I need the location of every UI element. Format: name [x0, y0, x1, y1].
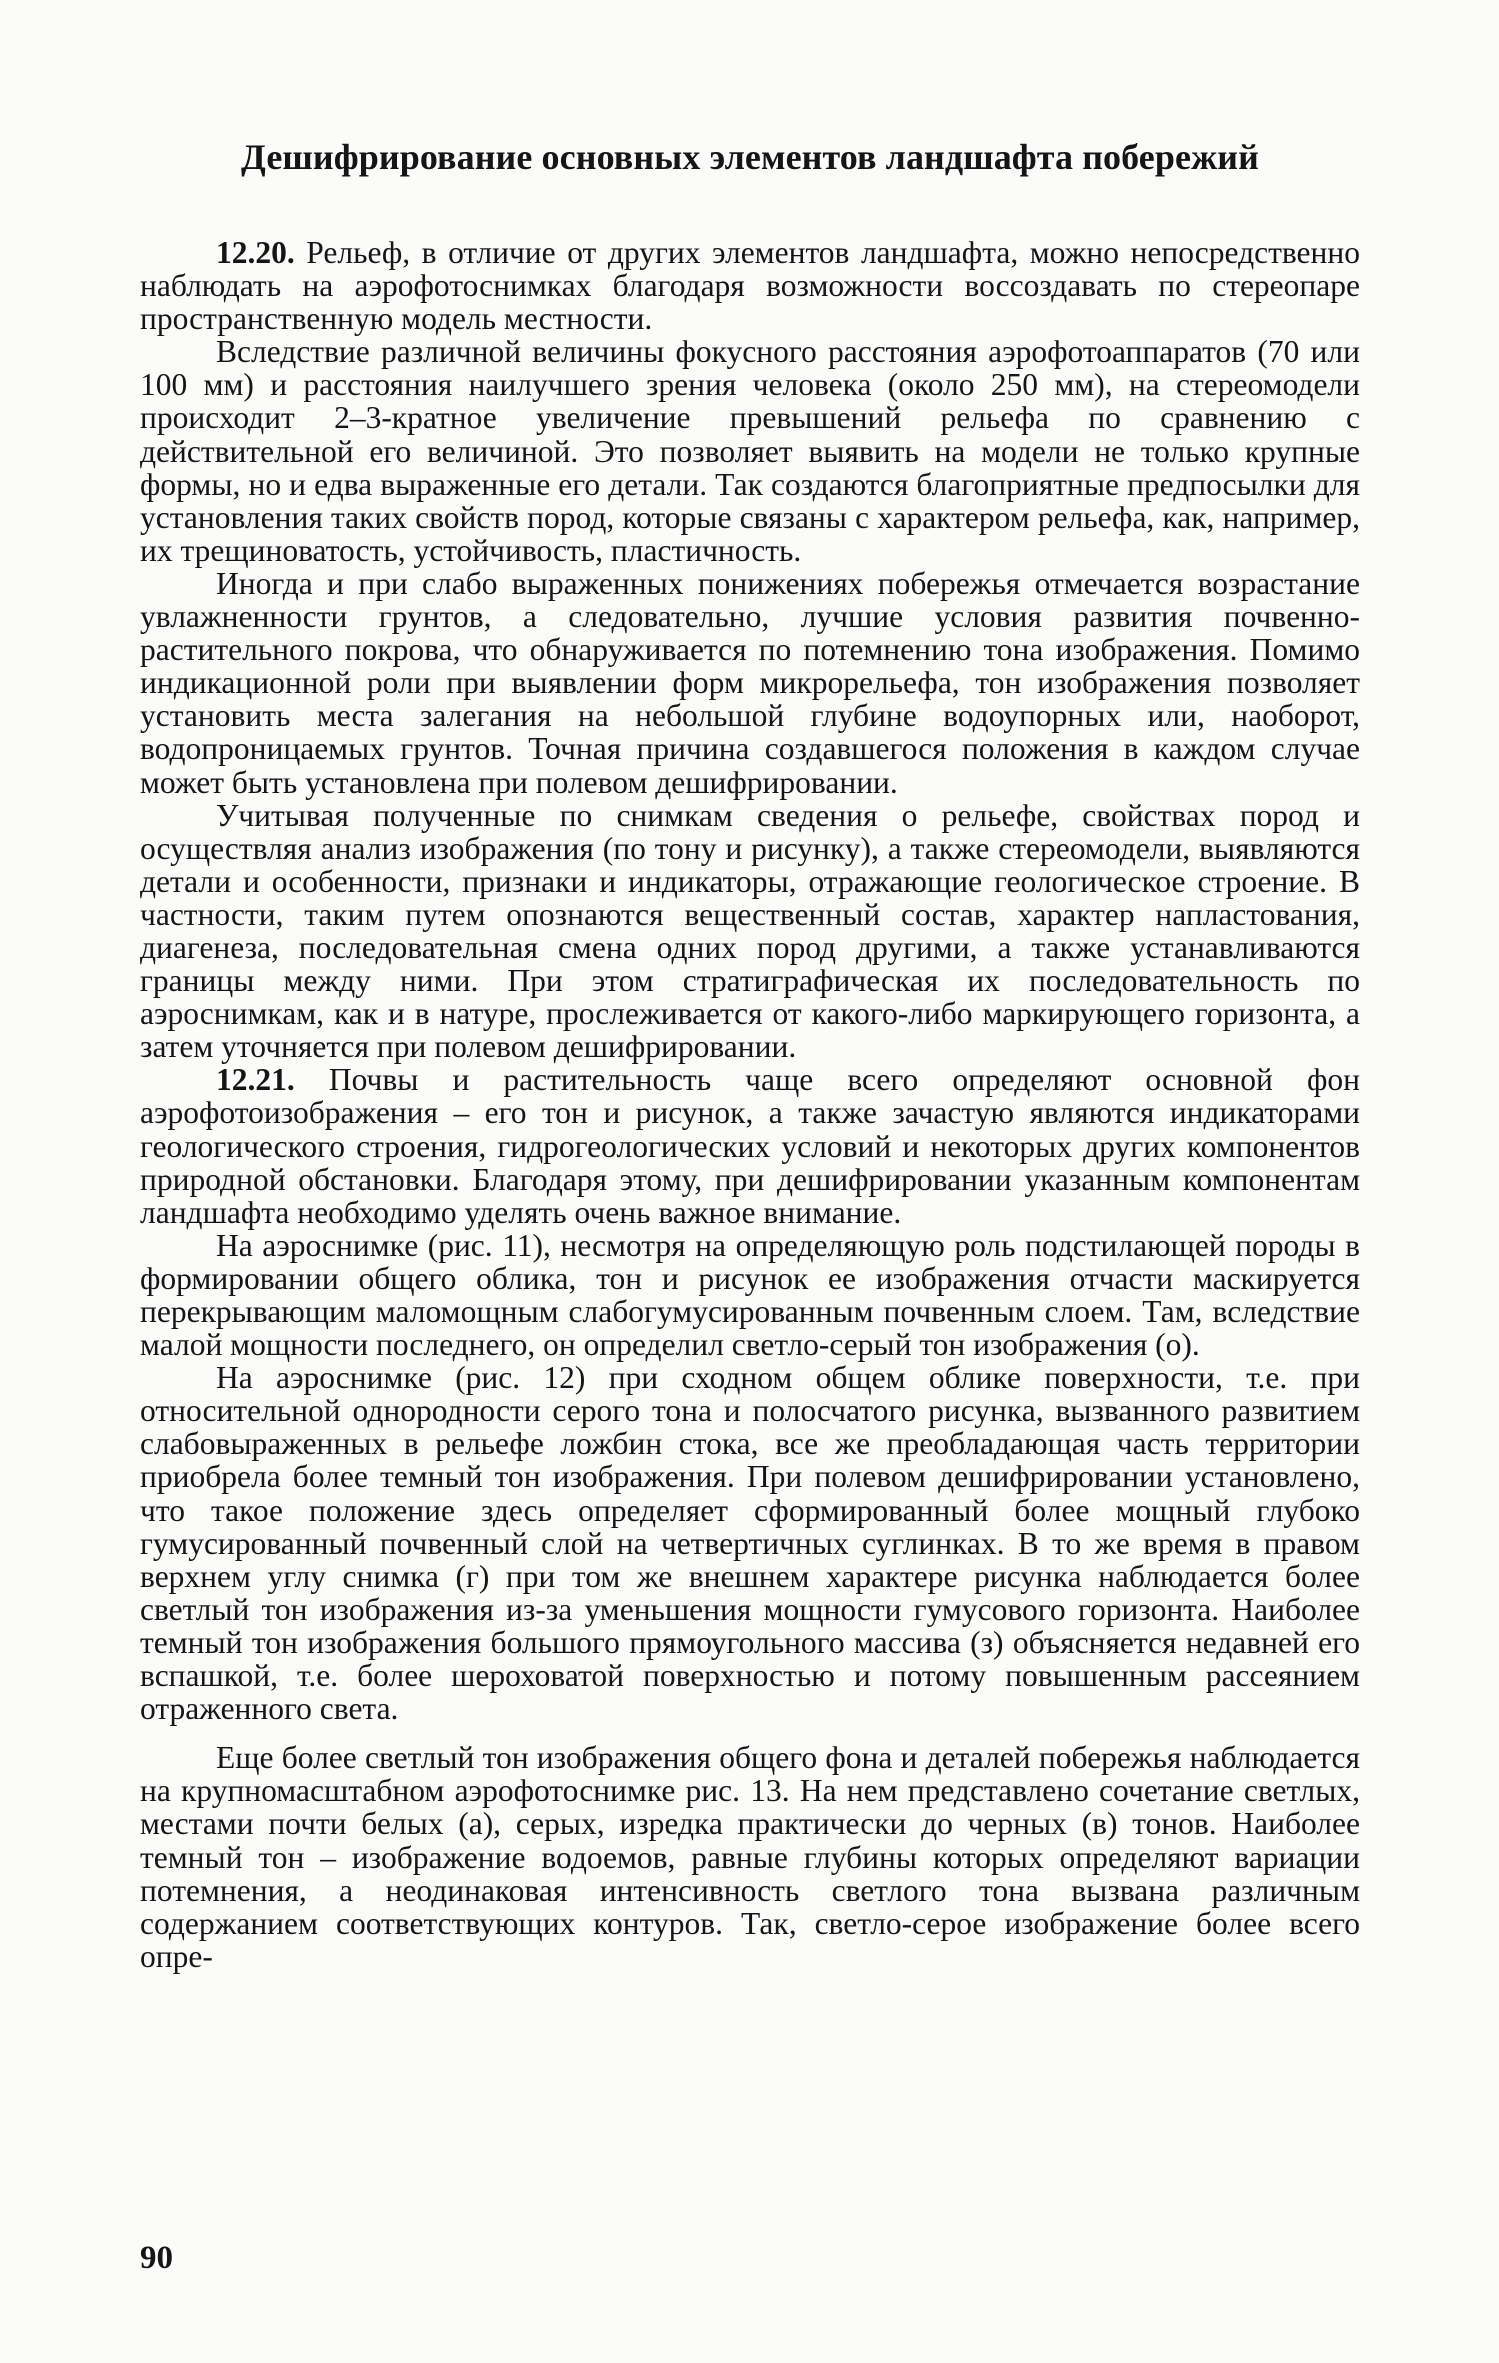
paragraph-figure-11	[140, 1229, 1360, 1361]
paragraph-figure-13	[140, 1741, 1360, 1973]
page-number: 90	[140, 2240, 173, 2276]
paragraph-text: Иногда и при слабо выраженных понижениях побережья отмечается возрастание увлажненности грунтов, а следовательно, лучшие условия развития почвенно-растительного покрова, что обнаруживается по потемнению тона изображения. Помимо индикационной роли при выявлении форм микрорельефа, тон изображения позволяет установить места залегания на небольшой глубине водоупорных или, наоборот, водопроницаемых грунтов. Точная причина создавшегося положения в каждом случае может быть установлена при полевом дешифрировании.	[140, 565, 1360, 800]
page-title: Дешифрирование основных элементов ландшафта побережий	[241, 137, 1259, 177]
paragraph-text: Почвы и растительность чаще всего определяют основной фон аэрофотоизображения – его тон и рисунок, а также зачастую являются индикаторами геологического строения, гидрогеологических условий и некоторых других компонентов природной обстановки. Благодаря этому, при дешифрировании указанным компонентам ландшафта необходимо уделять очень важное внимание.	[140, 1062, 1360, 1230]
paragraph-stereo-model	[140, 335, 1360, 567]
paragraph-geology	[140, 799, 1360, 1064]
section-number: 12.20.	[216, 235, 295, 270]
paragraph-relief	[140, 236, 1360, 335]
paragraph-text: На аэроснимке (рис. 12) при сходном общем облике поверхности, т.е. при относительной однородности серого тона и полосчатого рисунка, вызванного развитием слабовыраженных в рельефе ложбин стока, все же преобладающая часть территории приобрела более темный тон изображения. При полевом дешифрировании установлено, что такое положение здесь определяет сформированный более мощный глубоко гумусированный почвенный слой на четвертичных суглинках. В то же время в правом верхнем углу снимка (г) при том же внешнем характере рисунка наблюдается более светлый тон изображения из-за уменьшения мощности гумусового горизонта. Наиболее темный тон изображения большого прямоугольного массива (з) объясняется недавней его вспашкой, т.е. более шероховатой поверхностью и потому повышенным рассеянием отраженного света.	[140, 1360, 1360, 1727]
paragraph-text: Вследствие различной величины фокусного расстояния аэрофотоаппаратов (70 или 100 мм) и расстояния наилучшего зрения человека (около 250 мм), на стереомодели происходит 2–3-кратное увеличение превышений рельефа по сравнению с действительной его величиной. Это позволяет выявить на модели не только крупные формы, но и едва выраженные его детали. Так создаются благоприятные предпосылки для установления таких свойств пород, которые связаны с характером рельефа, как, например, их трещиноватость, устойчивость, пластичность.	[140, 334, 1360, 568]
section-number: 12.21.	[216, 1062, 295, 1098]
paragraph-figure-12	[140, 1361, 1360, 1725]
body-text	[140, 236, 1360, 1973]
paragraph-text: Еще более светлый тон изображения общего фона и деталей побережья наблюдается на крупномасштабном аэрофотоснимке рис. 13. На нем представлено сочетание светлых, местами почти белых (а), серых, изредка практически до черных (в) тонов. Наиболее темный тон – изображение водоемов, равные глубины которых определяют вариации потемнения, а неодинаковая интенсивность светлого тона вызвана различным содержанием соответствующих контуров. Так, светло-серое изображение более всего опре-	[140, 1740, 1360, 1974]
paragraph-soils	[140, 1063, 1360, 1228]
paragraph-moisture	[140, 567, 1360, 799]
paragraph-text: Рельеф, в отличие от других элементов ландшафта, можно непосредственно наблюдать на аэрофотоснимках благодаря возможности воссоздавать по стереопаре пространственную модель местности.	[140, 235, 1360, 337]
paragraph-text: Учитывая полученные по снимкам сведения о рельефе, свойствах пород и осуществляя анализ изображения (по тону и рисунку), а также стереомодели, выявляются детали и особенности, признаки и индикаторы, отражающие геологическое строение. В частности, таким путем опознаются вещественный состав, характер напластования, диагенеза, последовательная смена одних пород другими, а также устанавливаются границы между ними. При этом стратиграфическая их последовательность по аэроснимкам, как и в натуре, прослеживается от какого-либо маркирующего горизонта, а затем уточняется при полевом дешифрировании.	[140, 797, 1360, 1065]
paragraph-text: На аэроснимке (рис. 11), несмотря на определяющую роль подстилающей породы в формировании общего облика, тон и рисунок ее изображения отчасти маскируется перекрывающим маломощным слабогумусированным почвенным слоем. Там, вследствие малой мощности последнего, он определил светло-серый тон изображения (о).	[140, 1227, 1360, 1363]
